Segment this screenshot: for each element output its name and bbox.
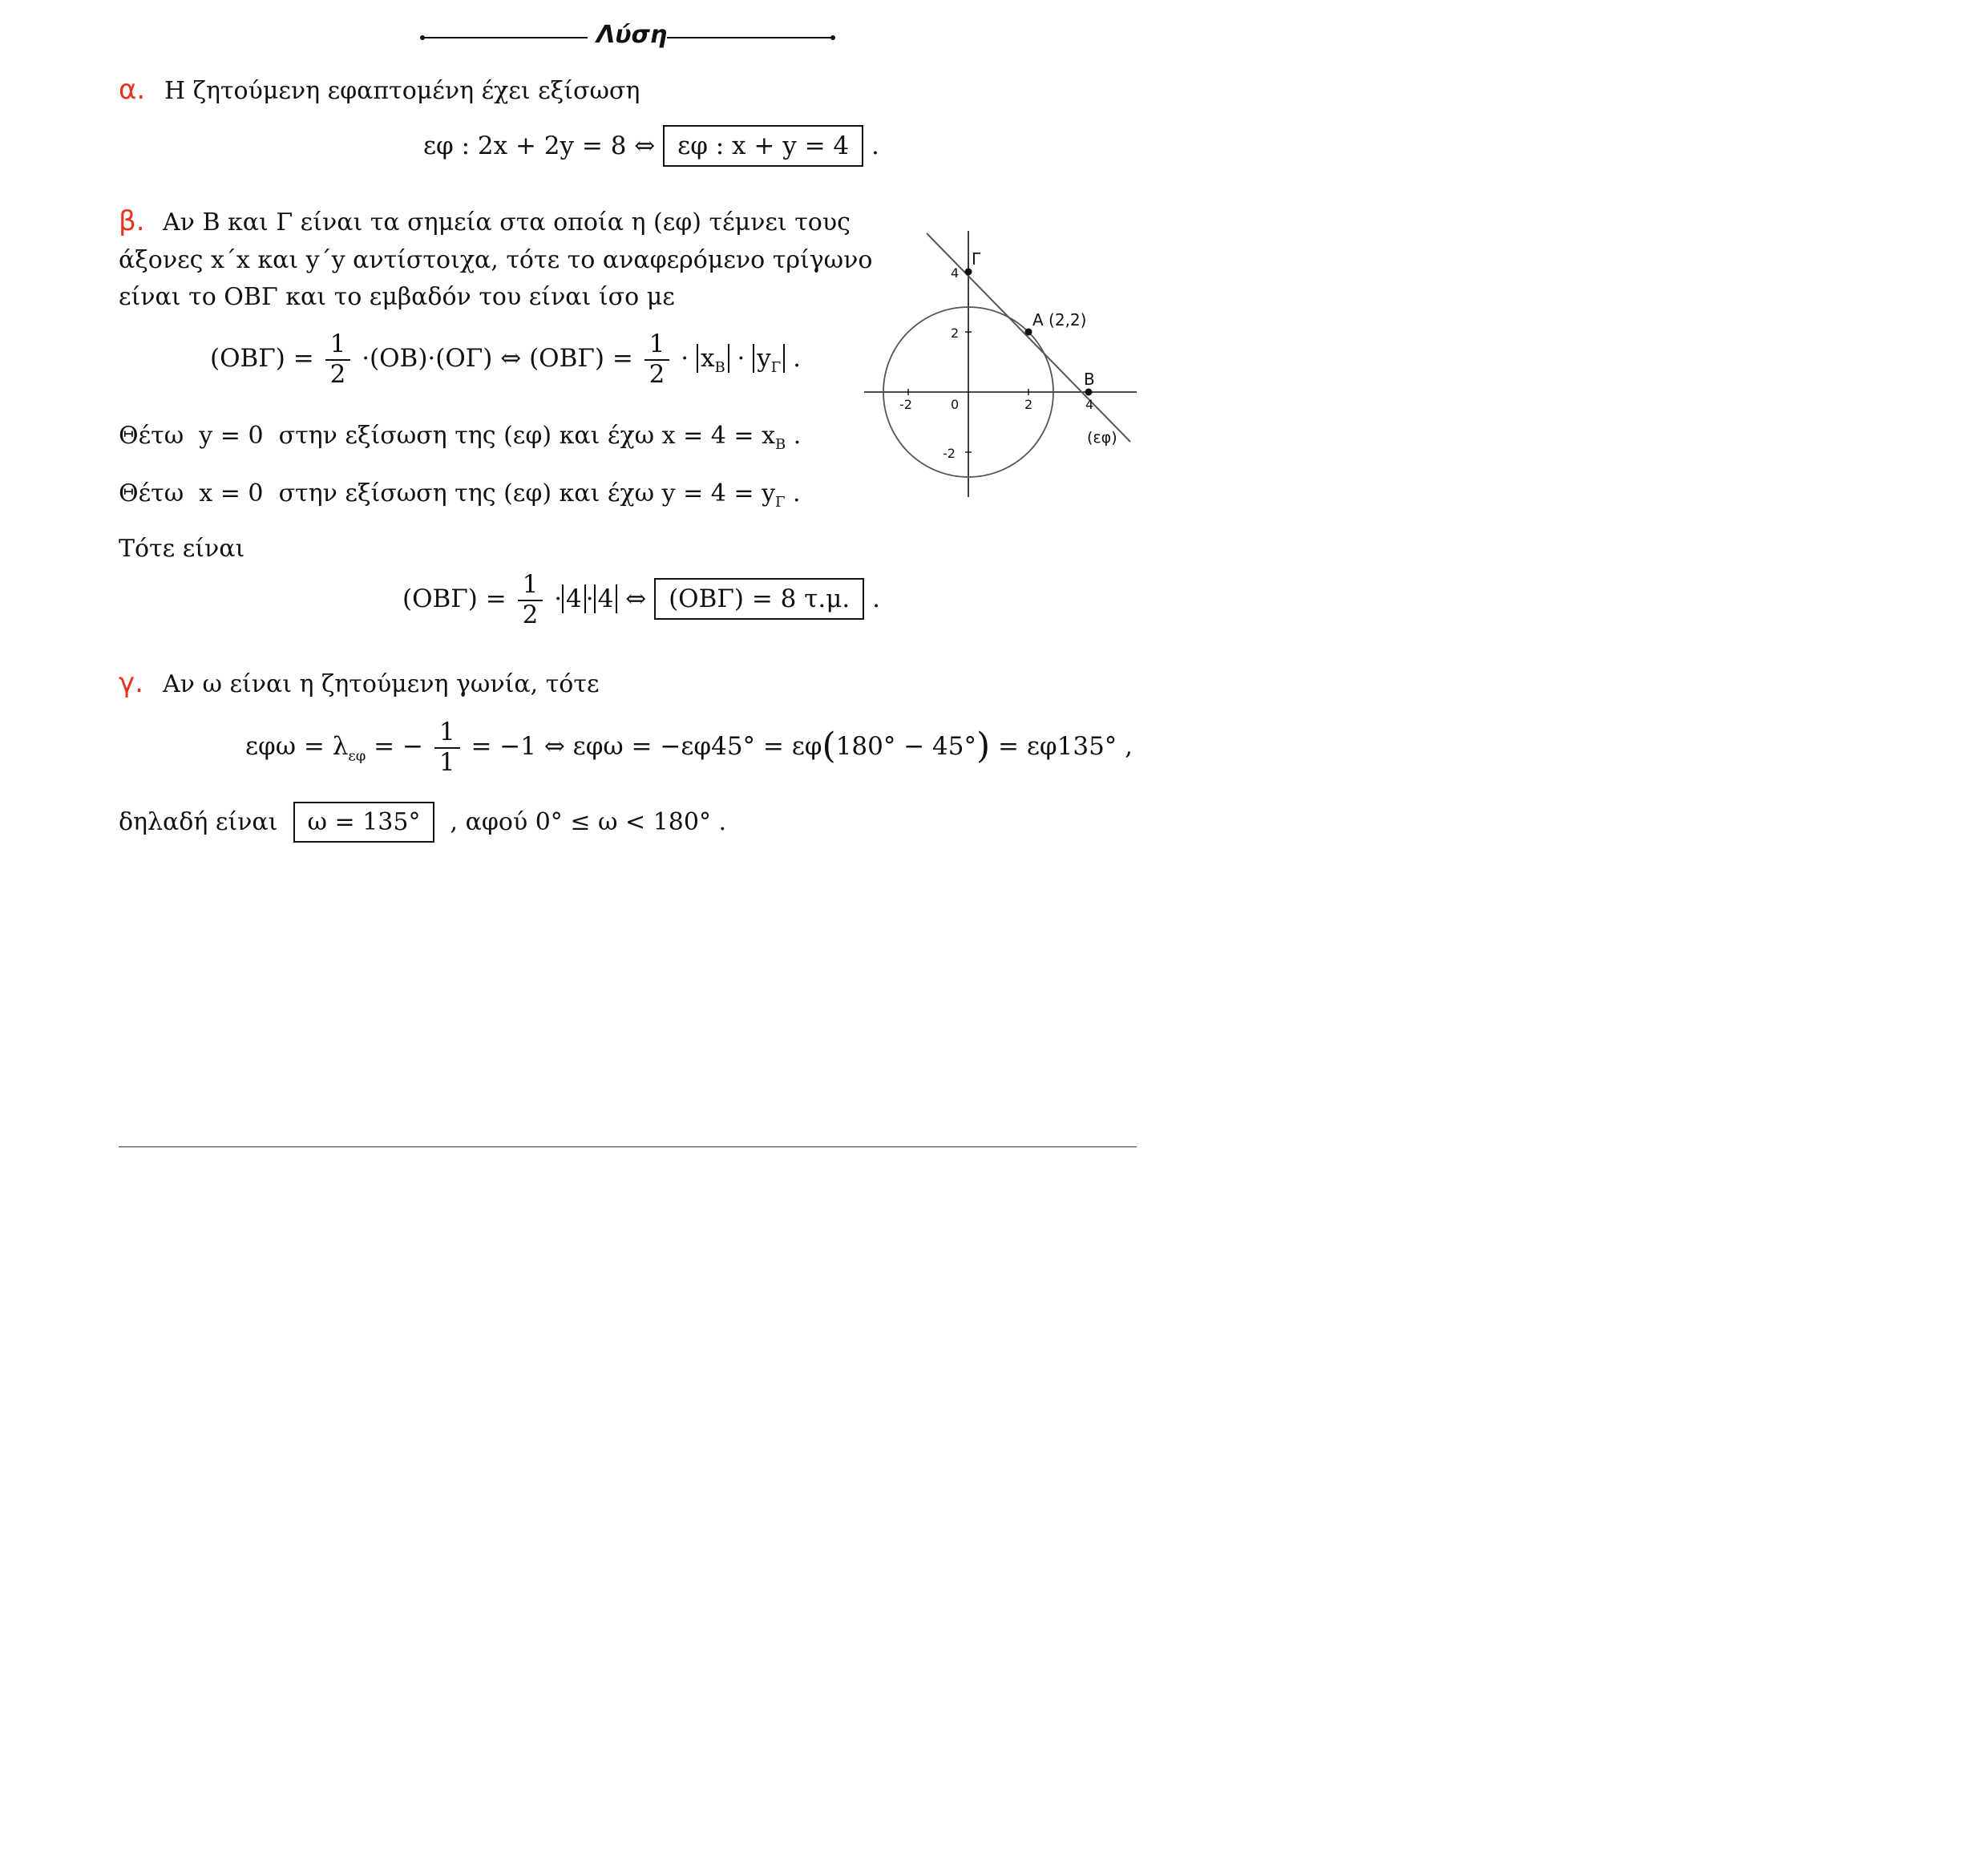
final-boxed-result: (ΟΒΓ) = 8 τ.μ. xyxy=(654,578,864,620)
x-tick-label: 0 xyxy=(951,397,960,412)
part-c-text: Αν ω είναι η ζητούμενη γωνία, τότε xyxy=(163,670,600,698)
dot-operator: · xyxy=(737,344,746,374)
eq-sub: εφ xyxy=(348,747,366,765)
set-y-eq: y = 0 xyxy=(199,422,264,450)
header-dot-right xyxy=(830,35,835,40)
part-b-final-formula xyxy=(402,571,880,629)
abs-yg-sub: Γ xyxy=(770,359,782,377)
area-fraction-1 xyxy=(325,330,351,389)
point-a-marker xyxy=(1025,329,1032,336)
footer-rule xyxy=(119,1146,1137,1147)
coordinate-figure xyxy=(858,224,1146,505)
dot-operator: · xyxy=(585,584,594,614)
final-lhs: (ΟΒΓ) = xyxy=(402,584,507,614)
eq-mid2: = −1 ⇔ εφω = −εφ45° = εφ xyxy=(471,732,822,762)
final-end: . xyxy=(872,584,880,614)
set-y-result: x = 4 = x xyxy=(661,422,775,450)
set-x-sub: Γ xyxy=(775,494,786,511)
frac-numerator: 1 xyxy=(644,330,670,361)
point-b-label: B xyxy=(1084,370,1095,389)
y-tick-label: 2 xyxy=(951,326,960,341)
point-g-label: Γ xyxy=(972,249,981,269)
part-b-line1: Αν Β και Γ είναι τα σημεία στα οποία η (εφ) τέμνει τους xyxy=(163,208,851,237)
part-b-line3: είναι το ΟΒΓ και το εμβαδόν του είναι ίσο με xyxy=(119,283,675,311)
part-b-label: β. xyxy=(119,205,145,237)
dot-operator: · xyxy=(554,584,563,614)
abs-xb-var: x xyxy=(700,344,715,374)
header-rule-right xyxy=(667,37,832,38)
part-a-eq-end: . xyxy=(871,131,879,160)
set-x-result: y = 4 = y xyxy=(661,479,776,507)
frac-denominator: 2 xyxy=(649,359,665,389)
abs-yg xyxy=(753,344,785,377)
area-mid: ·(ΟΒ)·(ΟΓ) ⇔ (ΟΒΓ) = xyxy=(362,344,633,374)
concl-suffix: , αφού 0° ≤ ω < 180° . xyxy=(450,808,727,836)
set-x-eq: x = 0 xyxy=(199,479,264,507)
frac-denominator: 2 xyxy=(329,359,346,389)
part-a-label: α. xyxy=(119,74,146,106)
point-g-marker xyxy=(965,269,972,276)
frac-numerator: 1 xyxy=(434,718,460,749)
part-c-label: γ. xyxy=(119,667,143,699)
x-tick-label: 2 xyxy=(1024,397,1033,412)
header-rule-left xyxy=(422,37,588,38)
header-title: Λύση xyxy=(596,21,668,49)
area-lhs: (ΟΒΓ) = xyxy=(210,344,314,374)
set-x-text: στην εξίσωση της (εφ) και έχω xyxy=(278,479,655,507)
part-a-text: Η ζητούμενη εφαπτομένη έχει εξίσωση xyxy=(164,77,640,105)
x-tick-label: -2 xyxy=(899,397,912,412)
dot-operator: · xyxy=(681,344,689,374)
part-a-eq-left: εφ : 2x + 2y = 8 ⇔ xyxy=(423,131,656,160)
x-tick-label: 4 xyxy=(1085,397,1094,412)
then-text: Τότε είναι xyxy=(119,535,245,563)
y-tick-label: -2 xyxy=(943,446,956,461)
eq-paren: 180° − 45° xyxy=(835,732,976,762)
set-x-line: Θέτω x = 0 στην εξίσωση της (εφ) και έχω $y = 4 = y_\Gamma$ . xyxy=(119,479,801,511)
abs-xb-sub: Β xyxy=(714,359,725,377)
frac-denominator: 1 xyxy=(438,747,455,777)
set-y-prefix: Θέτω xyxy=(119,422,184,450)
conclusion-line xyxy=(119,802,726,843)
part-b-area-formula xyxy=(210,330,801,389)
abs-xb xyxy=(697,344,729,377)
frac-numerator: 1 xyxy=(518,571,543,601)
area-fraction-2 xyxy=(644,330,670,389)
final-equiv: ⇔ xyxy=(625,584,647,614)
final-abs-2: 4 xyxy=(594,584,618,613)
point-a-label: A (2,2) xyxy=(1032,310,1087,330)
set-y-sub: Β xyxy=(774,436,786,453)
final-fraction xyxy=(518,571,543,629)
final-abs-1: 4 xyxy=(562,584,586,613)
concl-boxed: ω = 135° xyxy=(293,802,435,843)
area-end: . xyxy=(793,344,801,374)
concl-prefix: δηλαδή είναι xyxy=(119,808,278,836)
part-a-equation xyxy=(423,125,879,167)
set-x-prefix: Θέτω xyxy=(119,479,184,507)
frac-denominator: 2 xyxy=(522,600,539,629)
set-y-line: Θέτω y = 0 στην εξίσωση της (εφ) και έχω $x = 4 = x_B$ . xyxy=(119,422,802,453)
point-b-marker xyxy=(1085,389,1093,396)
abs-yg-var: y xyxy=(757,344,771,374)
part-c-equation: $\varepsilon\varphi\omega = \lambda_{\varepsilon\varphi}$ = − $\frac{1}{1}$ = −1 ⇔ εφω = −εφ45° = εφ(180° − 45°) = εφ135° , xyxy=(245,718,1133,777)
page xyxy=(0,0,1244,1164)
eq-start: εφω = λ xyxy=(245,732,349,762)
eq-end: = εφ135° , xyxy=(998,732,1133,762)
part-b-line2: άξονες x΄x και y΄y αντίστοιχα, τότε το αναφερόμενο τρίγωνο xyxy=(119,246,873,274)
line-label: (εφ) xyxy=(1087,429,1117,447)
set-y-text: στην εξίσωση της (εφ) και έχω xyxy=(278,422,655,450)
y-tick-label: 4 xyxy=(951,265,960,281)
frac-numerator: 1 xyxy=(325,330,351,361)
part-a-eq-boxed: εφ : x + y = 4 xyxy=(663,125,863,167)
slope-fraction xyxy=(434,718,460,777)
eq-mid1: = − xyxy=(374,732,423,762)
